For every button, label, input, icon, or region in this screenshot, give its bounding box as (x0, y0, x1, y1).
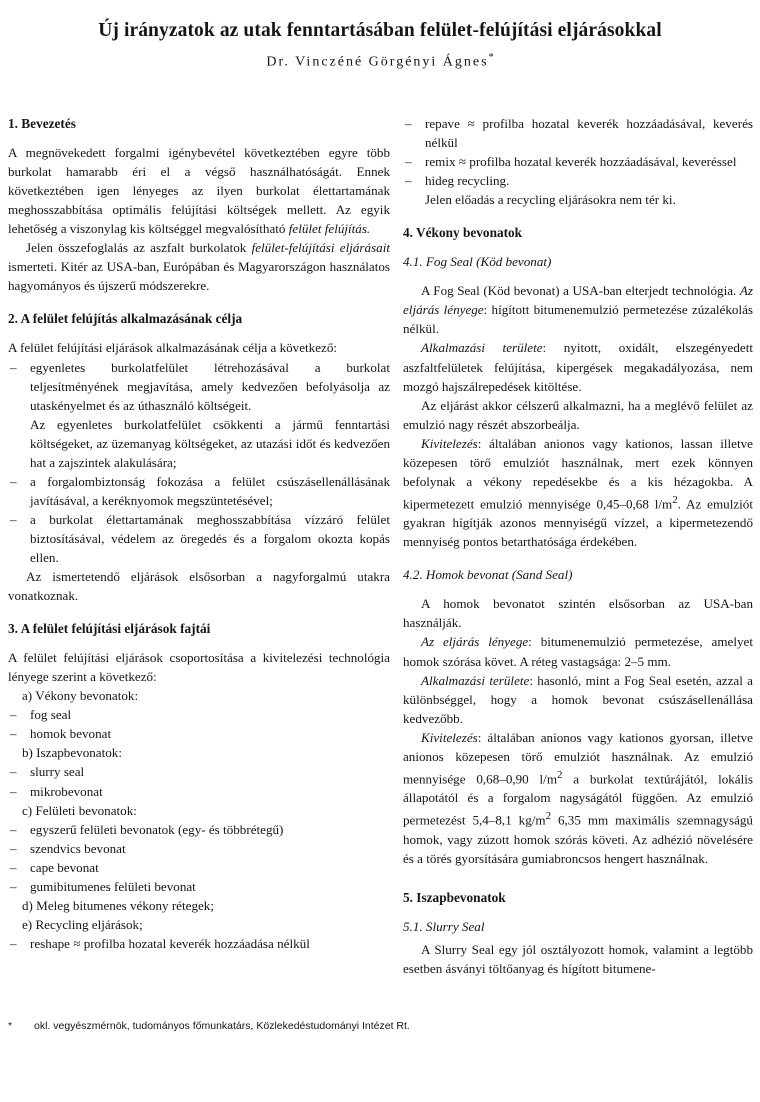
section-1-paragraph-2 (8, 238, 390, 295)
s41-paragraph-1 (403, 281, 753, 338)
s2-item-1b: Az egyenletes burkolatfelület csökkenti a jármű fenntartási költségeket, az üzemanyag költségeket, az utazási időt és kedvezően hat a zajszintek alakulására; (30, 416, 390, 470)
section-2-heading: 2. A felület felújítás alkalmazásának célja (8, 311, 243, 327)
section-3-intro: A felület felújítási eljárások csoportosítása a kivitelezési technológia lényege szerint a következő: (8, 650, 390, 685)
s42-p4-sup-1: 2 (557, 768, 563, 781)
s41-p4-emphasis: Kivitelezés (421, 435, 478, 451)
s42-p3-emphasis: Alkalmazási területe (421, 672, 530, 688)
list-item: – homok bevonat (8, 724, 390, 743)
group-e-list-continued (403, 114, 753, 190)
s42-paragraph-1: A homok bevonatot szintén elsősorban az USA-ban használják. (403, 596, 753, 631)
s42-paragraph-4 (403, 728, 753, 868)
s42-p4-text-b: : általában anionos vagy kationos gyorsan, illetve anionos közepesen törő emulziót használnak. Az emulzió mennyisége 0,68–0,90 l/m (403, 729, 753, 787)
left-column (8, 114, 390, 953)
list-item: – fog seal (8, 705, 390, 724)
s1-p2-text-a: Jelen összefoglalás az aszfalt burkolatok (26, 240, 247, 256)
s41-paragraph-4 (403, 434, 753, 552)
s42-paragraph-3 (403, 671, 753, 728)
s1-p1-text: A megnövekedett forgalmi igénybevétel következtében egyre több burkolat hamarabb éri el a végső használhatóságát. Ennek következtében igen lényeges az ilyen burkolat élettartamának meghosszabbítása optimális felújítási költségek mellett. Az egyik lehetőség a viszonylag kis költséggel megvalósítható (8, 145, 390, 237)
group-a-list (8, 705, 390, 743)
section-2-intro: A felület felújítási eljárások alkalmazásának célja a következő: (8, 340, 338, 356)
group-a-label: a) Vékony bevonatok: (22, 688, 139, 704)
s51-paragraph-1: A Slurry Seal egy jól osztályozott homok, valamint a legtöbb esetben ásványi töltőanyag és hígított bitumene- (403, 941, 753, 976)
list-item: – reshape ≈ profilba hozatal keverék hozzáadása nélkül (8, 934, 390, 953)
group-c-label: c) Felületi bevonatok: (22, 802, 137, 818)
s42-p2-text: : bitumenemulzió permetezése, amelyet homok szórása követ. A réteg vastagsága: 2–5 mm. (403, 634, 753, 669)
s1-p2-emphasis: felület-felújítási eljárásait (251, 240, 390, 256)
list-item: – cape bevonat (8, 858, 390, 877)
s42-paragraph-2 (403, 632, 753, 670)
s42-p3-text: : hasonló, mint a Fog Seal esetén, azzal a különbséggel, hogy a homok bevonat csúszásellenállása kedvezőbb. (403, 672, 753, 726)
s41-p1-text: A Fog Seal (Köd bevonat) a USA-ban elterjedt technológia. (421, 283, 737, 299)
section-5-1-heading: 5.1. Slurry Seal (403, 918, 485, 934)
section-4-2-heading: 4.2. Homok bevonat (Sand Seal) (403, 567, 573, 583)
s1-p1-emphasis: felület felújítás. (288, 221, 371, 237)
footnote (8, 1020, 748, 1032)
s41-paragraph-2 (403, 338, 753, 395)
group-d-label: d) Meleg bitumenes vékony rétegek; (22, 897, 214, 913)
s2-item-2: a forgalombiztonság fokozása a felület csúszásellenállásának javításával, a keréknyomok megszüntetésével; (30, 473, 390, 508)
s42-p2-emphasis: Az eljárás lényege (421, 634, 529, 650)
list-item: – szendvics bevonat (8, 839, 390, 858)
footnote-text: okl. vegyészmérnök, tudományos főmunkatárs, Közlekedéstudományi Intézet Rt. (34, 1020, 410, 1032)
author-footnote-mark: * (488, 52, 494, 63)
recycling-note: Jelen előadás a recycling eljárásokra nem tér ki. (425, 192, 676, 208)
s1-p2-text-c: ismerteti. Kitér az USA-ban, Európában és Magyarországon használatos hagyományos és újszerű módszerekre. (8, 259, 390, 294)
list-item: – slurry seal (8, 762, 390, 781)
list-item: – mikrobevonat (8, 782, 390, 801)
list-item: – gumibitumenes felületi bevonat (8, 877, 390, 896)
section-2-list (8, 358, 390, 568)
group-b-list (8, 762, 390, 800)
section-3-heading: 3. A felület felújítási eljárások fajtái (8, 621, 211, 637)
section-4-1-heading: 4.1. Fog Seal (Köd bevonat) (403, 254, 552, 270)
s41-p4-sup: 2 (672, 493, 678, 506)
s42-p4-text-d: 6,35 mm maximális szemnagyságú homok, vagy zúzott homok szórás követi. Az adhézió növelésére és a törés gyorsítására gumiabroncsos hengert használnak. (403, 812, 753, 866)
s41-p1-text-c: : hígított bitumenemulzió permetezése zúzalékolás nélkül. (403, 302, 754, 337)
section-4-heading: 4. Vékony bevonatok (403, 225, 523, 241)
list-item: – hideg recycling. (403, 171, 753, 190)
list-item: – egyszerű felületi bevonatok (egy- és többrétegű) (8, 820, 390, 839)
s42-p4-sup-2: 2 (545, 810, 552, 823)
section-2-closing: Az ismertetendő eljárások elsősorban a nagyforgalmú utakra vonatkoznak. (8, 569, 390, 604)
group-b-label: b) Iszapbevonatok: (22, 745, 122, 761)
list-item: – repave ≈ profilba hozatal keverék hozzáadásával, keverés nélkül (403, 114, 753, 152)
group-e-label: e) Recycling eljárások; (22, 916, 143, 932)
section-5-heading: 5. Iszapbevonatok (403, 889, 506, 905)
list-item (8, 510, 390, 567)
s2-item-3: a burkolat élettartamának meghosszabbítása vízzáró felület biztosításával, védelem az öregedés és a forgalom okozta kopás ellen. (30, 511, 390, 565)
section-1-heading: 1. Bevezetés (8, 116, 76, 131)
author-name: Dr. Vinczéné Görgényi Ágnes (266, 54, 489, 70)
s41-p2-emphasis: Alkalmazási területe (421, 340, 543, 356)
s41-p2-text: : nyitott, oxidált, elszegényedett aszfaltfelületek felújítása, kipergések megakadályozása, nem mozgó hajszálrepedések kitöltése. (403, 340, 753, 394)
s42-p4-emphasis: Kivitelezés (421, 729, 478, 745)
s41-p4-text-b: : általában anionos vagy kationos, lassan illetve közepesen törő emulziót használnak, mert ezek könnyen befolynak a vékony repedésekbe és a kis hézagokba. A kipermetezett emulzió mennyisége 0,45–0,68 l/m (403, 435, 753, 512)
group-c-list (8, 820, 390, 896)
list-item (8, 472, 390, 510)
s41-paragraph-3: Az eljárást akkor célszerű alkalmazni, ha a meglévő felület az emulzió nagy részét abszorbeálja. (403, 397, 753, 432)
section-1-paragraph-1 (8, 143, 390, 238)
list-item: – remix ≈ profilba hozatal keverék hozzáadásával, keveréssel (403, 152, 753, 171)
list-item (8, 358, 390, 472)
s41-p4-text-c: . Az emulziót gyakran hígítják azonos mennyiségű vízzel, a kipermetezendő mennyiség pontos betarthatósága érdekében. (403, 496, 753, 550)
s2-item-1: egyenletes burkolatfelület létrehozásával a burkolat teljesítményének megjavítása, amely kedvezően befolyásolja az utaskényelmet és az úthasználó költségeit. (30, 359, 390, 413)
s41-p1-emphasis: Az eljárás lényege (403, 283, 753, 318)
article-author (0, 52, 760, 71)
footnote-mark: * (8, 1020, 13, 1032)
article-title: Új irányzatok az utak fenntartásában felület-felújítási eljárásokkal (98, 20, 662, 41)
group-e-list (8, 934, 390, 953)
s42-p4-text-c: a burkolat textúrájától, lokális állapotától és a forgalom nagyságától függően. Az emulzió permetezést 5,4–8,1 kg/m (403, 771, 753, 828)
right-column (403, 114, 753, 978)
